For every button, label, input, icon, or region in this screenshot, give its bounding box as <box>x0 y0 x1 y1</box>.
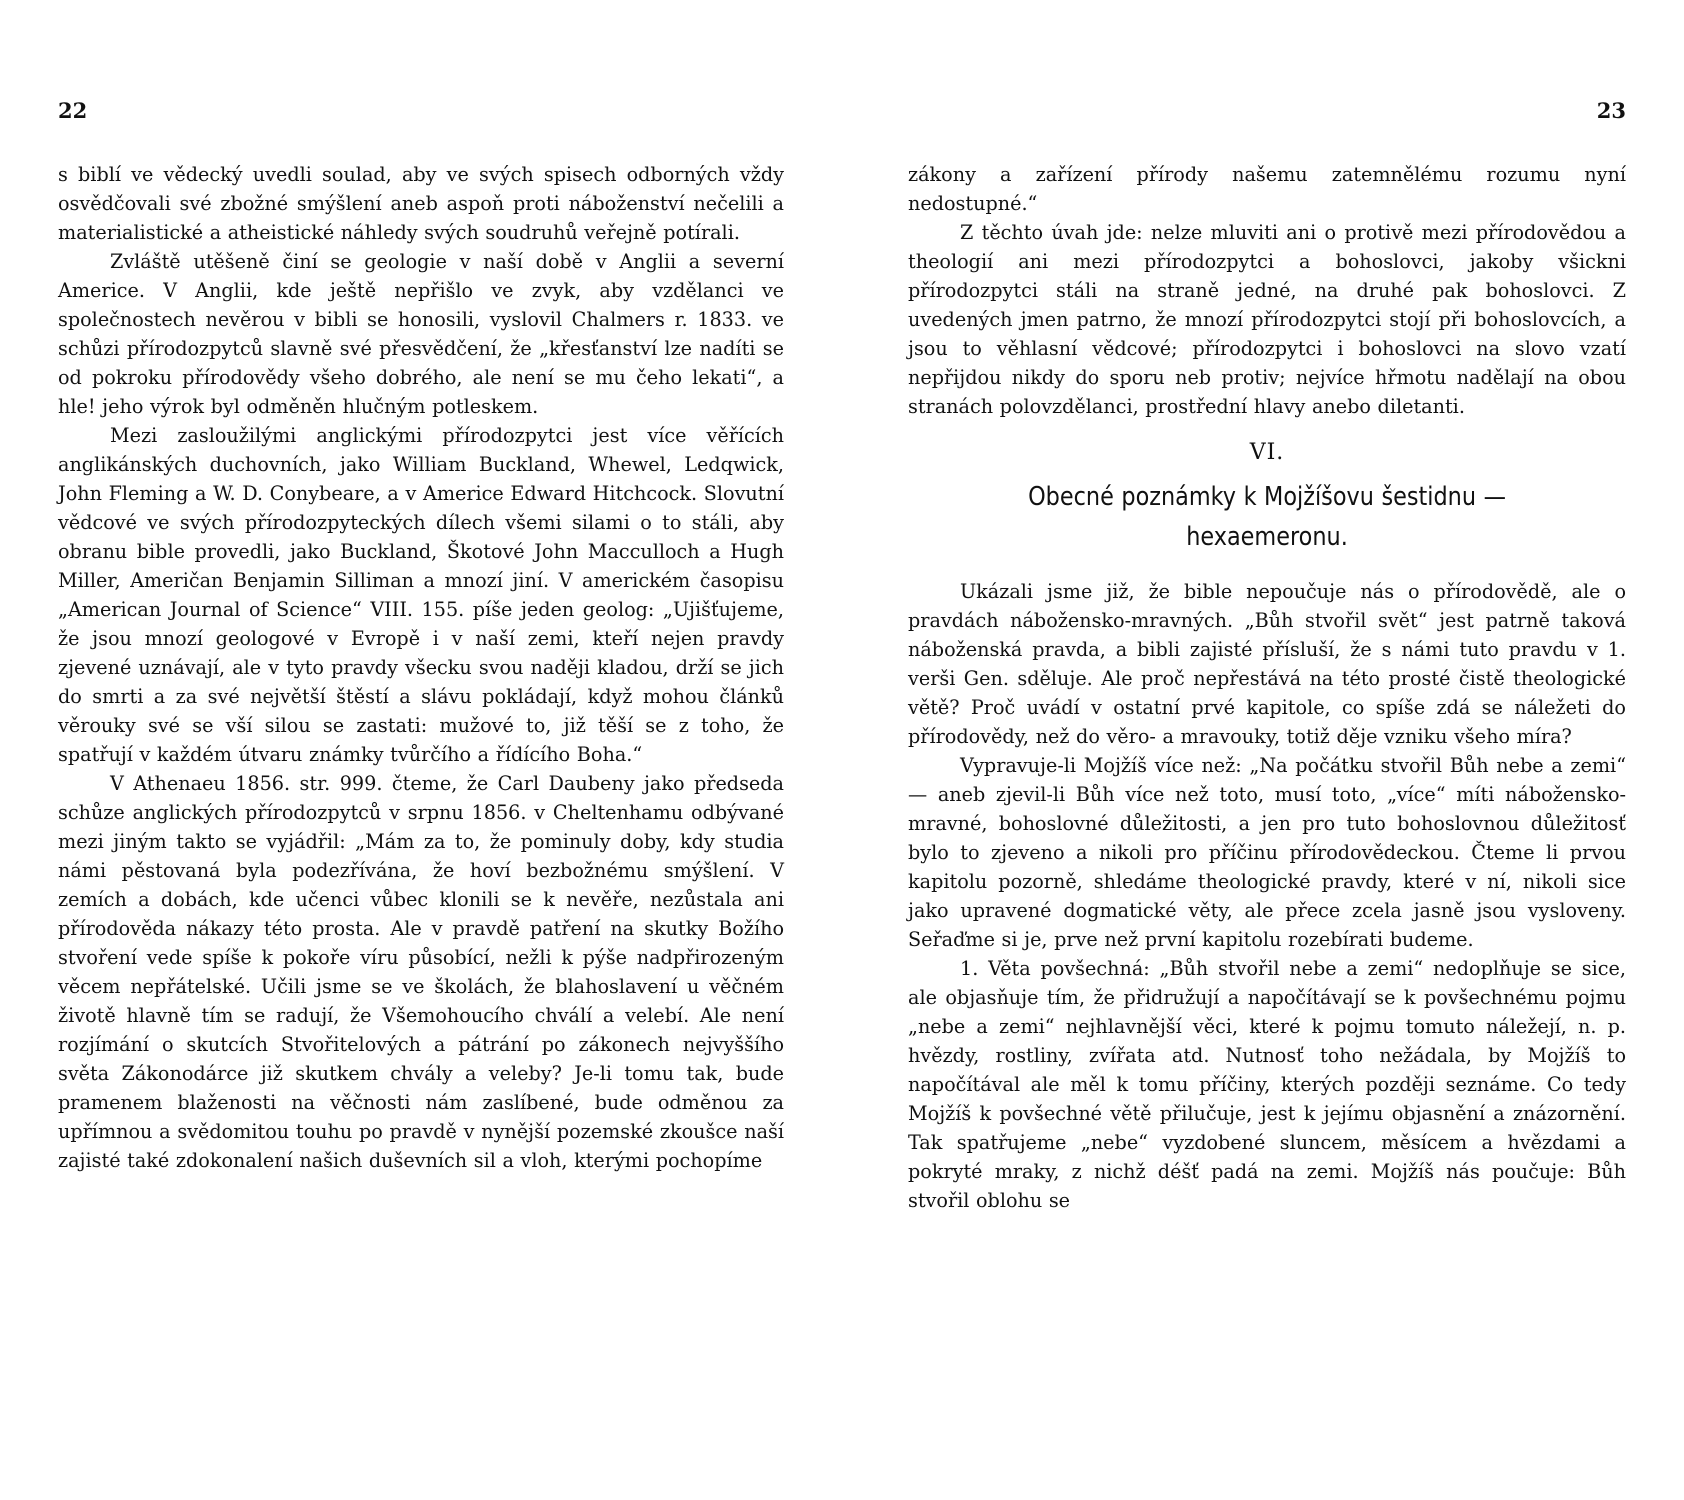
right-page <box>908 0 1626 1500</box>
chapter-title: Obecné poznámky k Mojžíšovu šestidnu — hexaemeronu. <box>1028 482 1506 552</box>
page-number: 23 <box>1596 98 1626 123</box>
paragraph: Mezi zasloužilými anglickými přírodozpytci jest více věřících anglikánských duchovních, jako William Buckland, Whewel, Ledqwick, John Fleming a W. D. Conybeare, a v Americe Edward Hitchcock. Slovutní vědcové ve svých přírodozpyteckých dílech všemi silami o to stáli, aby obranu bible provedli, jako Buckland, Škotové John Macculloch a Hugh Miller, Američan Benjamin Silliman a mnozí jiní. V americkém časopisu „American Journal of Science“ VIII. 155. píše jeden geolog: „Ujišťujeme, že jsou mnozí geologové v Evropě i v naší zemi, kteří nejen pravdy zjevené uznávají, ale v tyto pravdy všecku svou naději kladou, drží se jich do smrti a za své největší štěstí a slávu pokládají, když mohou článků věrouky své se vší silou se zastati: mužové to, již těší se z toho, že spatřují v každém útvaru známky tvůrčího a řídícího Boha.“ <box>58 424 784 766</box>
paragraph: Z těchto úvah jde: nelze mluviti ani o protivě mezi přírodovědou a theologií ani mezi přírodozpytci a bohoslovci, jakoby všickni přírodozpytci stáli na straně jedné, na druhé pak bohoslovci. Z uvedených jmen patrno, že mnozí přírodozpytci stojí při bohoslovcích, a jsou to věhlasní vědcové; přírodozpytci i bohoslovci na slovo vzatí nepřijdou nikdy do sporu neb protiv; nejvíce hřmotu nadělají na obou stranách polovzdělanci, prostřední hlavy anebo diletanti. <box>908 221 1626 418</box>
paragraph: 1. Věta povšechná: „Bůh stvořil nebe a zemi“ nedoplňuje se sice, ale objasňuje tím, že přidružují a napočítávají se k povšechnému pojmu „nebe a zemi“ nejhlavnější věci, které k pojmu tomuto náležejí, n. p. hvězdy, rostliny, zvířata atd. Nutnosť toho nežádala, by Mojžíš to napočítával ale měl k tomu příčiny, kterých později seznáme. Co tedy Mojžíš k povšechné větě přilučuje, jest k jejímu objasnění a znázornění. Tak spatřujeme „nebe“ vyzdobené sluncem, měsícem a hvězdami a pokryté mraky, z nichž déšť padá na zemi. Mojžíš nás poučuje: Bůh stvořil oblohu se <box>908 957 1626 1212</box>
paragraph: s biblí ve vědecký uvedli soulad, aby ve svých spisech odborných vždy osvědčovali své zbožné smýšlení aneb aspoň proti náboženství nečelili a materialistické a atheistické náhledy svých soudruhů veřejně potírali. <box>58 163 784 244</box>
page-body <box>908 160 1626 1215</box>
chapter-number: VI. <box>1249 440 1285 465</box>
paragraph: Zvláště utěšeně činí se geologie v naší době v Anglii a severní Americe. V Anglii, kde ještě nepřišlo ve zvyk, aby vzdělanci ve společnostech nevěrou v bibli se honosili, vyslovil Chalmers r. 1833. ve schůzi přírodozpytců slavně své přesvědčení, že „křesťanství lze nadíti se od pokroku přírodovědy všeho dobrého, ale není se mu čeho lekati“, a hle! jeho výrok byl odměněn hlučným potleskem. <box>58 250 784 418</box>
paragraph: zákony a zařízení přírody našemu zatemnělému rozumu nyní nedostupné.“ <box>908 163 1626 215</box>
paragraph: Ukázali jsme již, že bible nepoučuje nás o přírodovědě, ale o pravdách nábožensko-mravných. „Bůh stvořil svět“ jest patrně taková náboženská pravda, a bibli zajisté přísluší, že s námi tuto pravdu v 1. verši Gen. sděluje. Ale proč nepřestává na této prosté čistě theologické větě? Proč uvádí v ostatní prvé kapitole, co spíše zdá se náležeti do přírodovědy, než do věro- a mravouky, totiž děje vzniku všeho míra? <box>908 580 1626 748</box>
page-number: 22 <box>58 98 88 123</box>
paragraph: V Athenaeu 1856. str. 999. čteme, že Carl Daubeny jako předseda schůze anglických přírodozpytců v srpnu 1856. v Cheltenhamu odbývané mezi jiným takto se vyjádřil: „Mám za to, že pominuly doby, kdy studia námi pěstovaná byla podezřívána, že hoví bezbožnému smýšlení. V zemích a dobách, kde učenci vůbec klonili se k nevěře, nezůstala ani přírodověda nákazy této prosta. Ale v pravdě patření na skutky Božího stvoření vede spíše k pokoře víru působící, nežli k pýše nadpřirozeným věcem nepřátelské. Učili jsme se ve školách, že blahoslavení u věčném životě hlavně tím se radují, že Všemohoucího chválí a velebí. Ale není rozjímání o skutcích Stvořitelových a pátrání po zákonech nejvyššího světa Zákonodárce již skutkem chvály a veleby? Je-li tomu tak, bude pramenem blaženosti na věčnosti nám zaslíbené, bude odměnou za upřímnou a svědomitou touhu po pravdě v nynější pozemské zkoušce naší zajisté také zdokonalení našich duševních sil a vloh, kterými pochopíme <box>58 772 784 1172</box>
page-body <box>58 160 784 1175</box>
left-page <box>58 0 784 1500</box>
paragraph: Vypravuje-li Mojžíš více než: „Na počátku stvořil Bůh nebe a zemi“ — aneb zjevil-li Bůh více než toto, musí toto, „více“ míti nábožensko-mravné, bohoslovné důležitosti, a jen pro tuto bohoslovnou důležitosť bylo to zjeveno a nikoli pro příčinu přírodovědeckou. Čteme li prvou kapitolu pozorně, shledáme theologické pravdy, které v ní, nikoli sice jako upravené dogmatické věty, ale přece zcela jasně jsou vysloveny. Seřaďme si je, prve než první kapitolu rozebírati budeme. <box>908 754 1626 951</box>
